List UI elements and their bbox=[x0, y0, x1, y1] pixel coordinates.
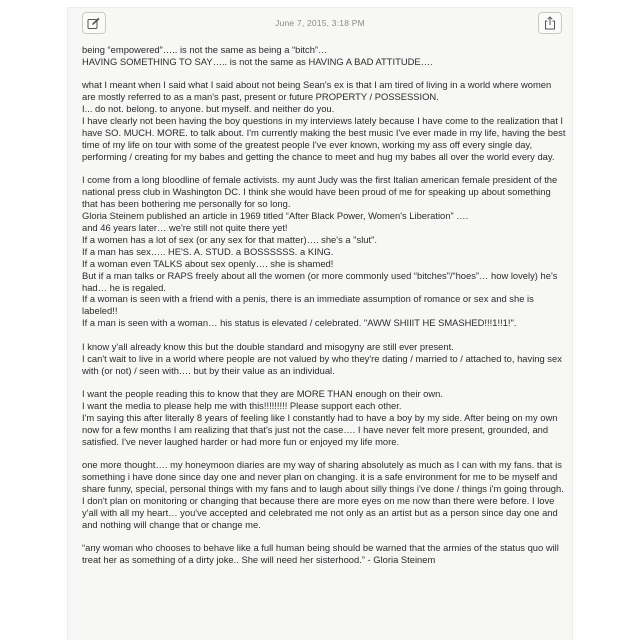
note-text-line: one more thought…. my honeymoon diaries are my way of sharing absolutely as much as I can with my fans. that is something i have done since day one and never plan on changing. it is a safe environment for me to be myself and share funny, special, personal things with my fans and to laugh about silly things i've done / things i'm going through. I don't plan on monitoring or changing that because there are more eyes on me now than there were before. I love y'all with all my heart… you've accepted and celebrated me not only as an artist but as a person since day one and and nothing will change that or change me. bbox=[82, 459, 564, 530]
note-toolbar bbox=[68, 8, 572, 40]
note-paragraph bbox=[82, 79, 566, 162]
note-text-line: I know y'all already know this but the double standard and misogyny are still ever present. bbox=[82, 340, 454, 352]
share-icon bbox=[544, 16, 556, 30]
note-paragraph bbox=[82, 341, 566, 377]
share-button[interactable] bbox=[538, 12, 562, 34]
note-text-line: If a woman even TALKS about sex openly…. she is shamed! bbox=[82, 257, 334, 269]
note-text-line: I want the media to please help me with this!!!!!!!!! Please support each other. bbox=[82, 399, 402, 411]
note-text-line: If a woman is seen with a friend with a penis, there is an immediate assumption of romance or sex and she is labeled!! bbox=[82, 293, 534, 317]
note-text-line: I have clearly not been having the boy questions in my interviews lately because I have come to the realization that I have SO. MUCH. MORE. to talk about. I'm currently making the best music I've ever made in my life, having the best time of my life on tour with some of the greatest people I've ever known, working my ass off every single day, performing / creating for my babes and getting the chance to meet and hug my babes all over the world every day. bbox=[82, 115, 566, 162]
note-page bbox=[68, 8, 572, 640]
note-body[interactable] bbox=[82, 44, 566, 578]
note-text-line: But if a man talks or RAPS freely about all the women (or more commonly used “bitches”/“hoes”… how lovely) he's had… he is regaled. bbox=[82, 269, 558, 293]
note-paragraph bbox=[82, 388, 566, 448]
note-text-line: being “empowered”….. is not the same as being a “bitch”… bbox=[82, 44, 328, 55]
note-paragraph bbox=[82, 44, 566, 68]
note-text-line: If a man has sex….. HE'S. A. STUD. a BOSSSSSS. a KING. bbox=[82, 245, 334, 257]
note-text-line: what I meant when I said what I said about not being Sean's ex is that I am tired of living in a world where women are mostly referred to as a man's past, present or future PROPERTY / POSSESSION. bbox=[82, 79, 552, 103]
note-text-line: I can't wait to live in a world where people are not valued by who they're dating / married to / attached to, having sex with (or not) / seen with…. but by their value as an individual. bbox=[82, 352, 562, 376]
note-text-line: If a women has a lot of sex (or any sex for that matter)…. she's a "slut". bbox=[82, 233, 378, 245]
note-text-line: HAVING SOMETHING TO SAY….. is not the same as HAVING A BAD ATTITUDE…. bbox=[82, 55, 433, 67]
note-text-line: If a man is seen with a woman… his status is elevated / celebrated. "AWW SHIIIT HE SMASHED!!!1!!1!". bbox=[82, 317, 517, 329]
note-text-line: I want the people reading this to know that they are MORE THAN enough on their own. bbox=[82, 388, 443, 400]
note-paragraph bbox=[82, 542, 566, 566]
note-text-line: I'm saying this after literally 8 years of feeling like I constantly had to have a boy by my side. After being on my own now for a few months I am realizing that that's just not the case…. I have never felt more present, grounded, and satisfied. I've never laughed harder or had more fun or enjoyed my life more. bbox=[82, 411, 558, 447]
note-text-line: and 46 years later… we're still not quite there yet! bbox=[82, 221, 288, 233]
note-text-line: “any woman who chooses to behave like a full human being should be warned that the armies of the status quo will treat her as something of a dirty joke.. She will need her sisterhood.” - Gloria Steinem bbox=[82, 542, 559, 566]
note-text-line: I come from a long bloodline of female activists. my aunt Judy was the first Italian american female president of the national press club in Washington DC. I think she would have been proud of me for speaking up about something that has been bothering me personally for so long. bbox=[82, 174, 558, 210]
note-paragraph bbox=[82, 174, 566, 329]
note-paragraph bbox=[82, 459, 566, 530]
note-timestamp: June 7, 2015, 3:18 PM bbox=[275, 18, 365, 28]
note-text-line: I... do not. belong. to anyone. but myself. and neither do you. bbox=[82, 103, 335, 115]
note-text-line: Gloria Steinem published an article in 1969 titled “After Black Power, Women's Liberation” …. bbox=[82, 210, 469, 222]
